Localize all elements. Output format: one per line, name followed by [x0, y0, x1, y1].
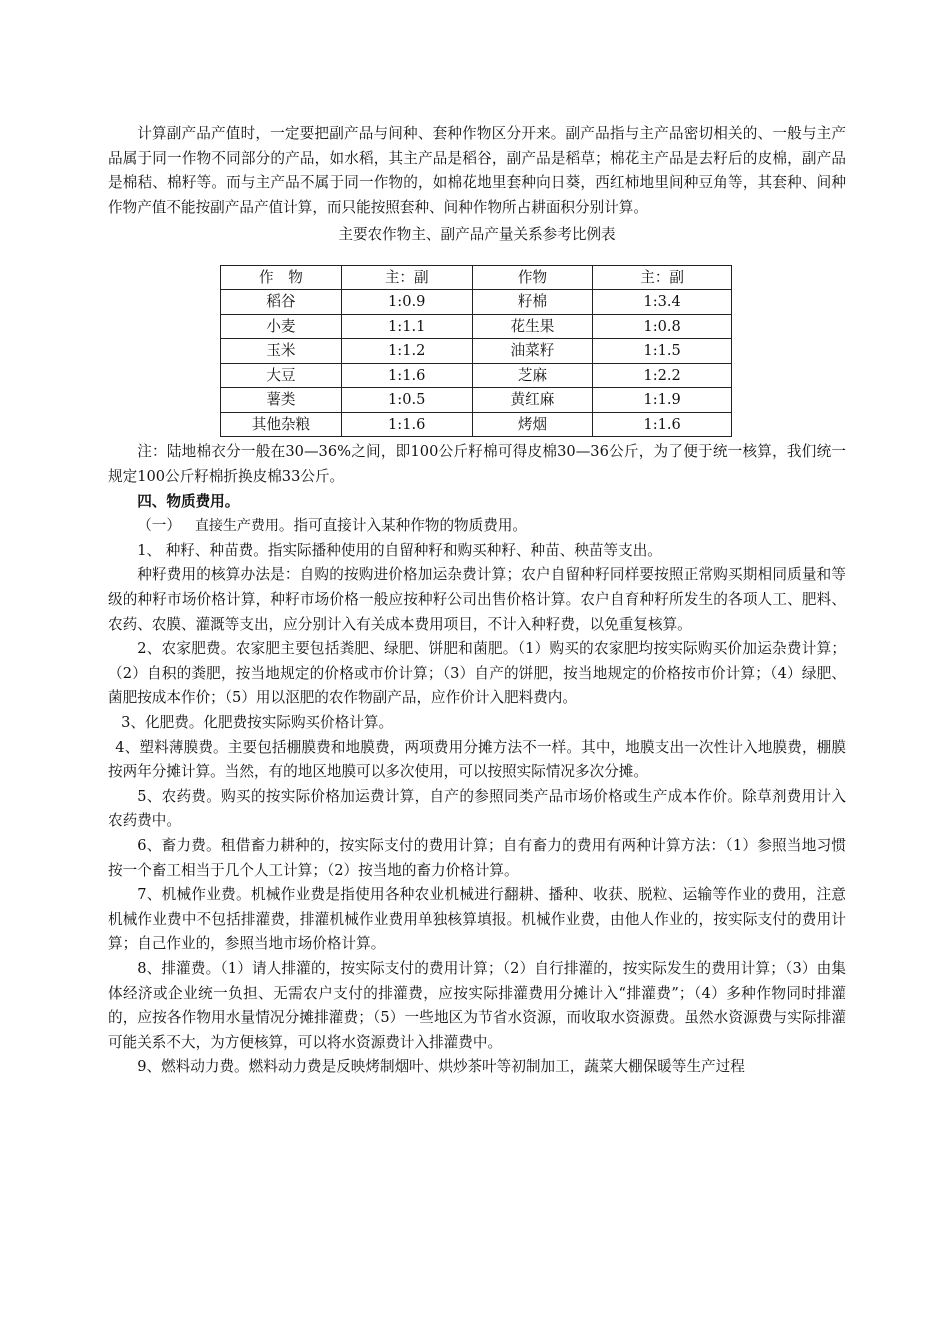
table-cell: 1:2.2 — [593, 363, 732, 388]
table-cell: 芝麻 — [472, 363, 593, 388]
table-cell: 小麦 — [221, 314, 342, 339]
table-cell: 1:1.5 — [593, 339, 732, 364]
table-title: 主要农作物主、副产品产量关系参考比例表 — [338, 226, 616, 244]
item-seed-method: 种籽费用的核算办法是：自购的按购进价格加运杂费计算；农户自留种籽同样要按照正常购买期相同质量和等级的种籽市场价格计算，种籽市场价格一般应按种籽公司出售价格计算。农户自育种籽所发生的各项人工、肥料、农药、农膜、灌溉等支出，应分别计入有关成本费用项目，不计入种籽费，以免重复核算。 — [108, 566, 846, 633]
table-row — [221, 290, 732, 315]
subsection-rest: 。指可直接计入某种作物的物质费用。 — [278, 517, 528, 535]
section-heading: 四、物质费用。 — [137, 492, 240, 510]
item-irrigation: 8、排灌费。（1）请人排灌的，按实际支付的费用计算；（2）自行排灌的，按实际发生的费用计算；（3）由集体经济或企业统一负担、无需农户支付的排灌费，应按实际排灌费用分摊计入“排灌费”；（4）多种作物同时排灌的，应按各作物用水量情况分摊排灌费；（5）一些地区为节省水资源，而收取水资源费。虽然水资源费与实际排灌可能关系不大，为方便核算，可以将水资源费计入排灌费中。 — [108, 959, 846, 1051]
table-cell: 薯类 — [221, 388, 342, 413]
table-row — [221, 412, 732, 437]
item-manure: 2、农家肥费。农家肥主要包括粪肥、绿肥、饼肥和菌肥。（1）购买的农家肥均按实际购买价加运杂费计算；（2）自积的粪肥，按当地规定的价格或市价计算；（3）自产的饼肥，按当地规定的价格按市价计算；（4）绿肥、菌肥按成本作价；（5）用以沤肥的农作物副产品，应作价计入肥料费内。 — [108, 640, 846, 707]
item-animal: 6、畜力费。租借畜力耕种的，按实际支付的费用计算；自有畜力的费用有两种计算方法：（1）参照当地习惯按一个畜工相当于几个人工计算；（2）按当地的畜力价格计算。 — [108, 836, 846, 879]
table-cell: 1:0.8 — [593, 314, 732, 339]
intro-paragraph: 计算副产品产值时，一定要把副产品与间种、套种作物区分开来。副产品指与主产品密切相关的、一般与主产品属于同一作物不同部分的产品，如水稻，其主产品是稻谷，副产品是稻草；棉花主产品是去籽后的皮棉，副产品是棉秸、棉籽等。而与主产品不属于同一作物的，如棉花地里套种向日葵，西红柿地里间种豆角等，其套种、间种作物产值不能按副产品产值计算，而只能按照套种、间种作物所占耕面积分别计算。 — [108, 125, 846, 216]
table-cell: 1:3.4 — [593, 290, 732, 315]
table-row — [221, 363, 732, 388]
table-cell: 1:1.6 — [341, 363, 472, 388]
subsection-heading — [108, 514, 846, 539]
header-cell: 作 物 — [221, 265, 342, 290]
table-cell: 其他杂粮 — [221, 412, 342, 437]
header-cell: 主：副 — [341, 265, 472, 290]
table-cell: 1:1.9 — [593, 388, 732, 413]
table-cell: 1:1.6 — [341, 412, 472, 437]
table-cell: 1:1.2 — [341, 339, 472, 364]
ratio-table — [220, 265, 732, 438]
table-note: 注：陆地棉衣分一般在30—36%之间，即100公斤籽棉可得皮棉30—36公斤，为了便于统一核算，我们统一规定100公斤籽棉折换皮棉33公斤。 — [108, 443, 846, 486]
table-cell: 花生果 — [472, 314, 593, 339]
table-header-row — [221, 265, 732, 290]
document-page — [108, 122, 846, 1080]
table-cell: 1:0.5 — [341, 388, 472, 413]
table-cell: 稻谷 — [221, 290, 342, 315]
subsection-prefix: （一） — [137, 517, 181, 535]
table-cell: 大豆 — [221, 363, 342, 388]
item-fuel: 9、燃料动力费。燃料动力费是反映烤制烟叶、烘炒茶叶等初制加工，蔬菜大棚保暖等生产过程 — [137, 1058, 745, 1076]
subsection-title: 直接生产费用 — [194, 518, 279, 535]
header-cell: 主：副 — [593, 265, 732, 290]
item-seed: 1、 种籽、种苗费。指实际播种使用的自留种籽和购买种籽、种苗、秧苗等支出。 — [137, 541, 662, 559]
table-cell: 玉米 — [221, 339, 342, 364]
table-row — [221, 388, 732, 413]
table-row — [221, 339, 732, 364]
table-cell: 1:1.1 — [341, 314, 472, 339]
item-film: 4、塑料薄膜费。主要包括棚膜费和地膜费，两项费用分摊方法不一样。其中，地膜支出一次性计入地膜费，棚膜按两年分摊计算。当然，有的地区地膜可以多次使用，可以按照实际情况多次分摊。 — [108, 738, 846, 781]
table-row — [221, 314, 732, 339]
table-cell: 黄红麻 — [472, 388, 593, 413]
table-cell: 烤烟 — [472, 412, 593, 437]
table-cell: 油菜籽 — [472, 339, 593, 364]
item-machine: 7、机械作业费。机械作业费是指使用各种农业机械进行翻耕、播种、收获、脱粒、运输等作业的费用，注意机械作业费中不包括排灌费，排灌机械作业费用单独核算填报。机械作业费，由他人作业的，按实际支付的费用计算；自己作业的，参照当地市场价格计算。 — [108, 886, 846, 953]
header-cell: 作物 — [472, 265, 593, 290]
item-fertilizer: 3、化肥费。化肥费按实际购买价格计算。 — [121, 714, 394, 731]
item-pesticide: 5、农药费。购买的按实际价格加运费计算，自产的参照同类产品市场价格或生产成本作价。除草剂费用计入农药费中。 — [108, 787, 846, 830]
table-cell: 籽棉 — [472, 290, 593, 315]
table-cell: 1:1.6 — [593, 412, 732, 437]
table-cell: 1:0.9 — [341, 290, 472, 315]
